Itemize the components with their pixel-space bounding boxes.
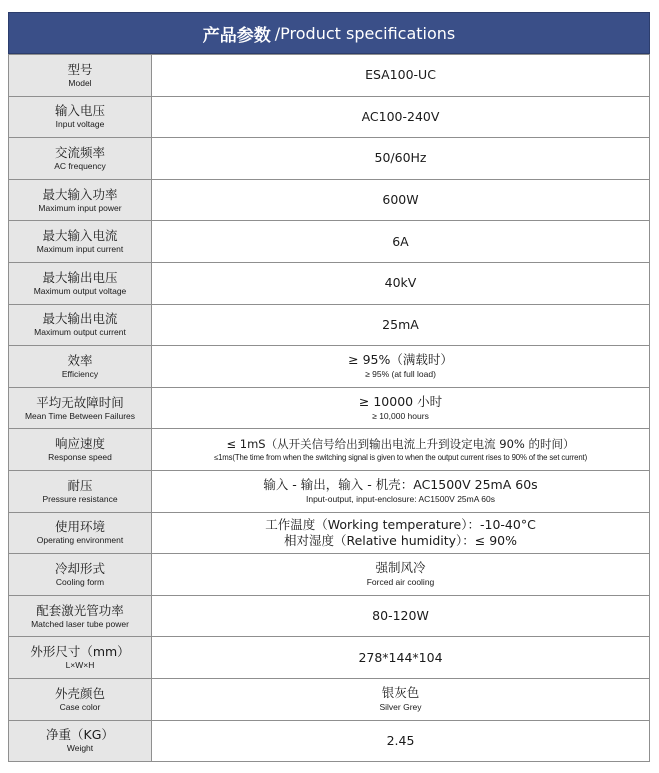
table-row <box>9 55 650 97</box>
table-row <box>9 429 650 471</box>
row-value <box>152 221 650 263</box>
value-sub: ≥ 10,000 hours <box>372 411 429 422</box>
label-en: Maximum output voltage <box>33 285 127 296</box>
label-en: Cooling form <box>55 576 105 587</box>
label-en: Matched laser tube power <box>31 618 129 629</box>
header-title-en: /Product specifications <box>274 23 456 43</box>
value-main: AC100-240V <box>361 108 440 124</box>
row-label <box>9 304 152 346</box>
row-value <box>152 346 650 388</box>
value-main: 25mA <box>382 316 419 332</box>
table-row <box>9 512 650 554</box>
value-sub: Input-output, input-enclosure: AC1500V 25mA 60s <box>305 494 495 505</box>
value-sub: ≤1ms(The time from when the switching signal is given to when the output current rises to 90% of the set current) <box>213 452 588 462</box>
row-label <box>9 512 152 554</box>
value-main: 银灰色 <box>381 685 420 701</box>
spec-header <box>8 12 650 54</box>
row-value <box>152 429 650 471</box>
row-value <box>152 55 650 97</box>
value-main: ≥ 95%（满载时） <box>348 352 453 368</box>
label-en: Efficiency <box>61 368 99 379</box>
spec-table <box>8 54 650 762</box>
value-main: 80-120W <box>372 608 429 624</box>
table-row <box>9 387 650 429</box>
label-zh: 耐压 <box>67 477 93 493</box>
value-main: 2.45 <box>386 732 415 748</box>
table-row <box>9 554 650 596</box>
row-value <box>152 720 650 762</box>
row-label <box>9 554 152 596</box>
table-row <box>9 221 650 263</box>
row-value <box>152 595 650 637</box>
value-main: 50/60Hz <box>374 150 427 166</box>
row-value <box>152 387 650 429</box>
label-en: Maximum input power <box>38 202 122 213</box>
value-main: 600W <box>382 192 419 208</box>
spec-sheet <box>8 12 650 762</box>
value-main: 输入 - 输出，输入 - 机壳：AC1500V 25mA 60s <box>263 477 538 493</box>
table-row <box>9 720 650 762</box>
row-value <box>152 96 650 138</box>
label-zh: 最大输入功率 <box>42 186 118 202</box>
row-label <box>9 346 152 388</box>
header-title-zh: 产品参数 <box>202 25 271 46</box>
label-zh: 使用环境 <box>54 519 105 535</box>
label-zh: 最大输入电流 <box>42 228 118 244</box>
row-label <box>9 387 152 429</box>
value-main-2: 相对湿度（Relative humidity）：≤ 90% <box>283 532 518 548</box>
label-zh: 净重（KG） <box>46 727 114 743</box>
row-label <box>9 470 152 512</box>
value-main: 40kV <box>384 275 417 291</box>
label-zh: 效率 <box>67 352 93 368</box>
table-row <box>9 179 650 221</box>
label-en: Mean Time Between Failures <box>24 410 136 421</box>
row-value <box>152 304 650 346</box>
label-en: Input voltage <box>55 119 105 130</box>
row-label <box>9 595 152 637</box>
label-en: Maximum output current <box>34 327 126 338</box>
row-label <box>9 221 152 263</box>
label-zh: 外形尺寸（mm） <box>30 644 130 660</box>
label-zh: 外壳颜色 <box>54 685 105 701</box>
row-label <box>9 138 152 180</box>
row-value <box>152 179 650 221</box>
row-label <box>9 678 152 720</box>
table-row <box>9 470 650 512</box>
label-en: L×W×H <box>65 660 95 671</box>
row-label <box>9 637 152 679</box>
table-row <box>9 346 650 388</box>
label-zh: 最大输出电压 <box>42 269 118 285</box>
row-value <box>152 138 650 180</box>
label-zh: 配套激光管功率 <box>36 602 124 618</box>
row-value <box>152 512 650 554</box>
value-main: 工作温度（Working temperature）：-10-40°C <box>265 516 536 532</box>
value-main: 278*144*104 <box>358 649 443 665</box>
label-en: Maximum input current <box>36 244 124 255</box>
row-label <box>9 96 152 138</box>
label-zh: 响应速度 <box>54 436 105 452</box>
label-zh: 交流频率 <box>54 144 105 160</box>
table-row <box>9 138 650 180</box>
label-en: Pressure resistance <box>42 493 118 504</box>
table-row <box>9 678 650 720</box>
label-zh: 输入电压 <box>54 103 105 119</box>
value-main: ≤ 1mS（从开关信号给出到输出电流上升到设定电流 90% 的时间） <box>226 436 575 451</box>
label-en: AC frequency <box>54 160 106 171</box>
value-sub: Silver Grey <box>379 702 422 713</box>
label-zh: 冷却形式 <box>54 560 105 576</box>
label-en: Model <box>68 77 92 88</box>
value-main: ESA100-UC <box>365 67 436 83</box>
value-main: 强制风冷 <box>375 560 426 576</box>
row-label <box>9 262 152 304</box>
row-value <box>152 470 650 512</box>
row-value <box>152 678 650 720</box>
table-row <box>9 637 650 679</box>
value-sub: ≥ 95% (at full load) <box>365 369 436 380</box>
label-en: Weight <box>66 743 94 754</box>
row-value <box>152 262 650 304</box>
label-zh: 平均无故障时间 <box>36 394 124 410</box>
value-main: 6A <box>392 233 409 249</box>
label-en: Response speed <box>48 452 112 463</box>
row-value <box>152 554 650 596</box>
label-zh: 型号 <box>67 61 93 77</box>
table-row <box>9 96 650 138</box>
value-main: ≥ 10000 小时 <box>358 394 443 410</box>
table-row <box>9 262 650 304</box>
table-row <box>9 304 650 346</box>
label-en: Operating environment <box>36 535 124 546</box>
row-label <box>9 429 152 471</box>
label-zh: 最大输出电流 <box>42 311 118 327</box>
row-label <box>9 55 152 97</box>
label-en: Case color <box>59 701 101 712</box>
row-label <box>9 179 152 221</box>
table-row <box>9 595 650 637</box>
row-value <box>152 637 650 679</box>
row-label <box>9 720 152 762</box>
value-sub: Forced air cooling <box>366 577 435 588</box>
